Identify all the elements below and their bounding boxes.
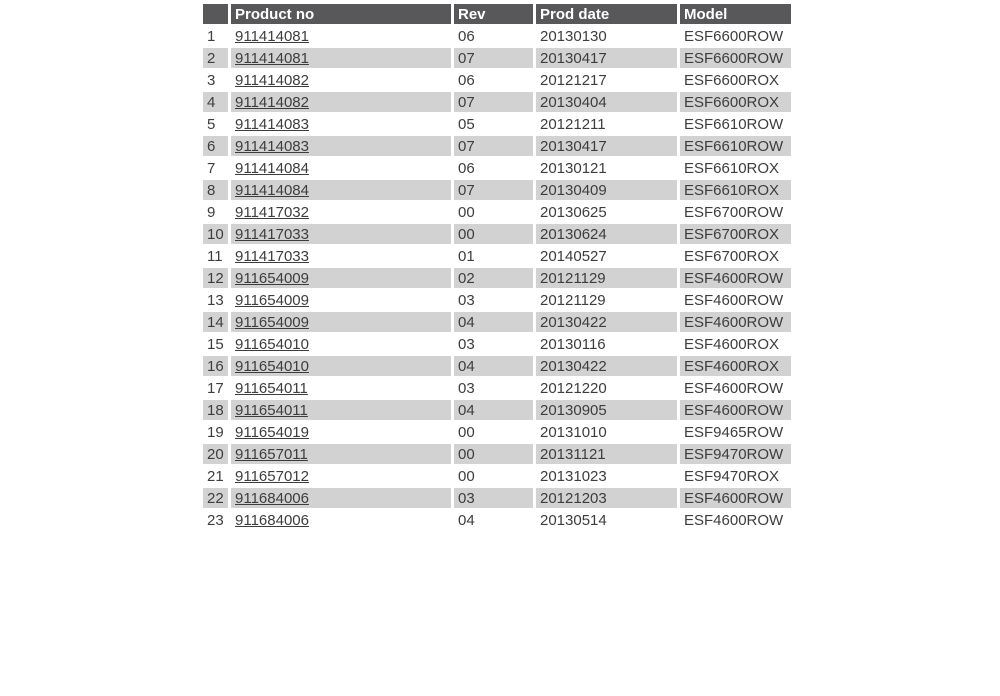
prod-date-cell: 20121129 — [540, 291, 606, 309]
rev-cell: 04 — [454, 356, 533, 376]
row-number: 4 — [203, 92, 228, 112]
prod-date-cell: 20130130 — [540, 27, 607, 45]
row-number: 8 — [203, 180, 228, 200]
table-row — [203, 158, 791, 178]
model-cell: ESF9470ROW — [680, 444, 791, 464]
model-cell: ESF4600ROW — [680, 400, 791, 420]
model-cell: ESF6610ROX — [680, 180, 791, 200]
table-row — [203, 378, 791, 398]
col-header-prod-date: Prod date — [536, 4, 677, 24]
row-number: 13 — [207, 291, 224, 309]
prod-date-cell: 20121211 — [540, 115, 606, 133]
row-number: 2 — [203, 48, 228, 68]
product-no-link[interactable]: 911657012 — [235, 467, 309, 485]
table-row — [203, 224, 791, 244]
product-revision-table — [200, 2, 794, 532]
rev-cell: 00 — [458, 423, 475, 441]
product-no-link[interactable]: 911414081 — [235, 49, 309, 67]
rev-cell: 05 — [458, 115, 475, 133]
prod-date-cell: 20130417 — [536, 48, 677, 68]
table-row — [203, 400, 791, 420]
table-row — [203, 268, 791, 288]
table-row — [203, 290, 791, 310]
rev-cell: 06 — [458, 159, 475, 177]
model-cell: ESF9470ROX — [684, 467, 780, 485]
model-cell: ESF6600ROX — [680, 92, 791, 112]
table-row — [203, 70, 791, 90]
product-no-link[interactable]: 911414082 — [235, 71, 309, 89]
row-number: 12 — [203, 268, 228, 288]
prod-date-cell: 20140527 — [540, 247, 607, 265]
row-number: 7 — [207, 159, 216, 177]
rev-cell: 07 — [454, 136, 533, 156]
product-no-link[interactable]: 911414082 — [235, 93, 309, 111]
table-row — [203, 488, 791, 508]
product-no-link[interactable]: 911654009 — [235, 291, 309, 309]
table-row — [203, 180, 791, 200]
model-cell: ESF9465ROW — [684, 423, 784, 441]
product-no-link[interactable]: 911684006 — [235, 511, 309, 529]
rev-cell: 00 — [458, 467, 475, 485]
prod-date-cell: 20130625 — [540, 203, 607, 221]
rev-cell: 07 — [454, 48, 533, 68]
model-cell: ESF6610ROW — [684, 115, 784, 133]
model-cell: ESF4600ROX — [684, 335, 780, 353]
col-header-model: Model — [680, 4, 791, 24]
table-header-row — [203, 4, 791, 24]
table-row — [203, 92, 791, 112]
rev-cell: 02 — [454, 268, 533, 288]
table-row — [203, 202, 791, 222]
table-row — [203, 356, 791, 376]
rev-cell: 03 — [454, 488, 533, 508]
row-number: 6 — [203, 136, 228, 156]
rev-cell: 07 — [454, 92, 533, 112]
col-header-product-no: Product no — [231, 4, 451, 24]
row-number: 16 — [203, 356, 228, 376]
rev-cell: 04 — [454, 400, 533, 420]
rev-cell: 03 — [458, 379, 475, 397]
row-number: 11 — [207, 247, 223, 265]
col-header-rev: Rev — [454, 4, 533, 24]
rev-cell: 04 — [454, 312, 533, 332]
prod-date-cell: 20130417 — [536, 136, 677, 156]
prod-date-cell: 20130409 — [536, 180, 677, 200]
product-no-link[interactable]: 911654010 — [235, 357, 309, 375]
product-no-link[interactable]: 911417033 — [235, 247, 309, 265]
col-header-index — [203, 4, 228, 24]
product-no-link[interactable]: 911657011 — [235, 445, 308, 463]
product-no-link[interactable]: 911654009 — [235, 313, 309, 331]
row-number: 5 — [207, 115, 216, 133]
rev-cell: 06 — [458, 71, 475, 89]
model-cell: ESF6700ROW — [684, 203, 784, 221]
prod-date-cell: 20121217 — [540, 71, 607, 89]
model-cell: ESF4600ROW — [680, 312, 791, 332]
table-row — [203, 444, 791, 464]
product-no-link[interactable]: 911414084 — [235, 159, 309, 177]
model-cell: ESF6600ROW — [680, 48, 791, 68]
product-no-link[interactable]: 911654011 — [235, 379, 308, 397]
model-cell: ESF6610ROW — [680, 136, 791, 156]
row-number: 23 — [207, 511, 224, 529]
product-no-link[interactable]: 911414081 — [235, 27, 309, 45]
row-number: 1 — [207, 27, 216, 45]
rev-cell: 00 — [454, 444, 533, 464]
product-no-link[interactable]: 911414084 — [235, 181, 309, 199]
row-number: 19 — [207, 423, 224, 441]
row-number: 17 — [207, 379, 224, 397]
row-number: 3 — [207, 71, 216, 89]
product-no-link[interactable]: 911654019 — [235, 423, 309, 441]
prod-date-cell: 20130404 — [536, 92, 677, 112]
table-row — [203, 334, 791, 354]
table-row — [203, 26, 791, 46]
row-number: 21 — [207, 467, 224, 485]
product-no-link[interactable]: 911414083 — [235, 137, 309, 155]
row-number: 20 — [203, 444, 228, 464]
rev-cell: 01 — [458, 247, 475, 265]
prod-date-cell: 20131023 — [540, 467, 607, 485]
prod-date-cell: 20130905 — [536, 400, 677, 420]
prod-date-cell: 20130624 — [536, 224, 677, 244]
model-cell: ESF6600ROX — [684, 71, 780, 89]
model-cell: ESF4600ROW — [680, 268, 791, 288]
product-no-link[interactable]: 911654010 — [235, 335, 309, 353]
prod-date-cell: 20121203 — [536, 488, 677, 508]
product-no-link[interactable]: 911417033 — [235, 225, 309, 243]
row-number: 22 — [203, 488, 228, 508]
rev-cell: 03 — [458, 291, 475, 309]
table-row — [203, 136, 791, 156]
table-row — [203, 48, 791, 68]
model-cell: ESF4600ROW — [680, 488, 791, 508]
model-cell: ESF6700ROX — [680, 224, 791, 244]
rev-cell: 00 — [454, 224, 533, 244]
model-cell: ESF4600ROW — [684, 379, 784, 397]
table-row — [203, 422, 791, 442]
table-row — [203, 466, 791, 486]
row-number: 10 — [203, 224, 228, 244]
table-row — [203, 114, 791, 134]
row-number: 9 — [207, 203, 216, 221]
row-number: 14 — [203, 312, 228, 332]
prod-date-cell: 20130116 — [540, 335, 606, 353]
prod-date-cell: 20131010 — [540, 423, 607, 441]
prod-date-cell: 20121129 — [536, 268, 677, 288]
rev-cell: 04 — [458, 511, 475, 529]
model-cell: ESF6700ROX — [684, 247, 780, 265]
rev-cell: 07 — [454, 180, 533, 200]
model-cell: ESF4600ROW — [684, 511, 784, 529]
model-cell: ESF6600ROW — [684, 27, 784, 45]
table-row — [203, 312, 791, 332]
row-number: 15 — [207, 335, 224, 353]
prod-date-cell: 20130514 — [540, 511, 607, 529]
model-cell: ESF6610ROX — [684, 159, 780, 177]
rev-cell: 06 — [458, 27, 475, 45]
prod-date-cell: 20130422 — [536, 312, 677, 332]
table-row — [203, 510, 791, 530]
product-no-link[interactable]: 911654009 — [235, 269, 309, 287]
prod-date-cell: 20131121 — [536, 444, 677, 464]
model-cell: ESF4600ROW — [684, 291, 784, 309]
product-no-link[interactable]: 911414083 — [235, 115, 309, 133]
rev-cell: 00 — [458, 203, 475, 221]
prod-date-cell: 20130121 — [540, 159, 607, 177]
product-no-link[interactable]: 911684006 — [235, 489, 309, 507]
product-no-link[interactable]: 911417032 — [235, 203, 309, 221]
table-row — [203, 246, 791, 266]
product-no-link[interactable]: 911654011 — [235, 401, 308, 419]
model-cell: ESF4600ROX — [680, 356, 791, 376]
prod-date-cell: 20121220 — [540, 379, 607, 397]
prod-date-cell: 20130422 — [536, 356, 677, 376]
rev-cell: 03 — [458, 335, 475, 353]
row-number: 18 — [203, 400, 228, 420]
